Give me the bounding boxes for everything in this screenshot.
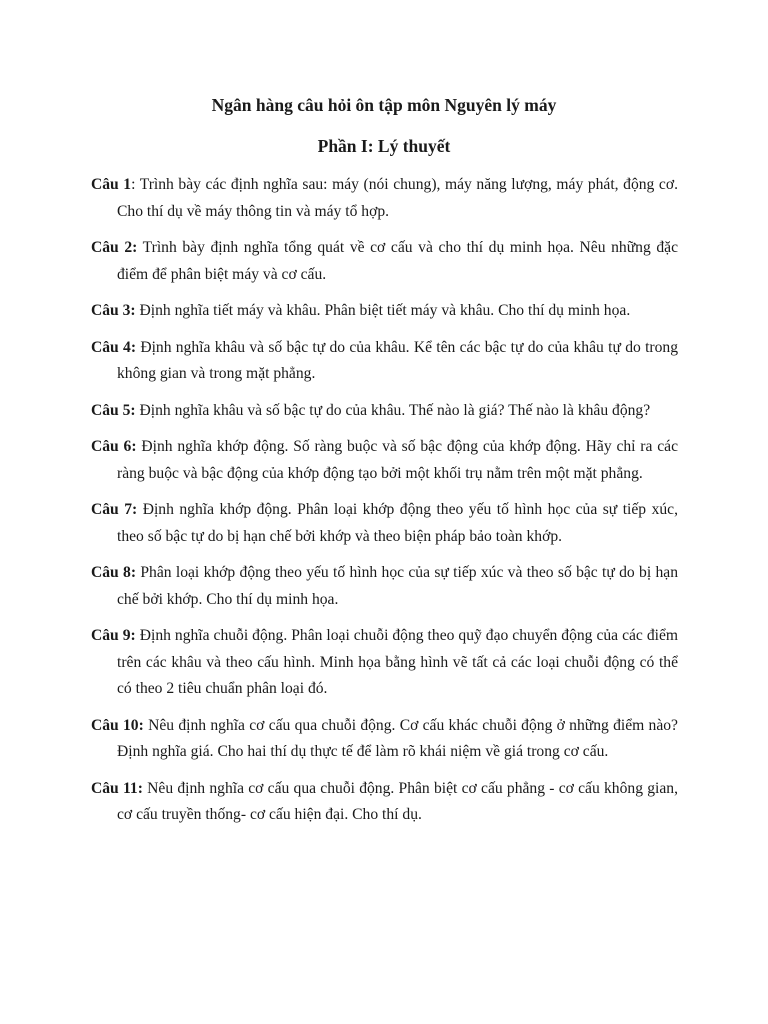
- question-text: Định nghĩa khớp động. Phân loại khớp động theo yếu tố hình học của sự tiếp xúc, theo số bậc tự do bị hạn chế bởi khớp và theo biện pháp bảo toàn khớp.: [117, 501, 678, 545]
- question-separator: :: [131, 176, 140, 193]
- question-label: Câu 5:: [91, 401, 136, 419]
- question-item: [91, 713, 678, 766]
- question-text: Định nghĩa khớp động. Số ràng buộc và số bậc động của khớp động. Hãy chỉ ra các ràng buộc và bậc động của khớp động tạo bởi một khối trụ nằm trên một mặt phẳng.: [117, 438, 679, 482]
- question-text: Định nghĩa khâu và số bậc tự do của khâu. Kể tên các bậc tự do của khâu tự do trong không gian và trong mặt phẳng.: [117, 338, 678, 382]
- question-text: Định nghĩa khâu và số bậc tự do của khâu. Thế nào là giá? Thế nào là khâu động?: [139, 401, 651, 419]
- question-text: Nêu định nghĩa cơ cấu qua chuỗi động. Phân biệt cơ cấu phẳng - cơ cấu không gian, cơ cấu truyền thống- cơ cấu hiện đại. Cho thí dụ.: [117, 779, 678, 823]
- question-label: Câu 3:: [91, 302, 136, 319]
- question-item: [91, 776, 678, 829]
- question-label: Câu 6:: [91, 438, 137, 455]
- question-text: Định nghĩa chuỗi động. Phân loại chuỗi động theo quỹ đạo chuyển động của các điểm trên các khâu và theo cấu hình. Minh họa bằng hình vẽ tất cả các loại chuỗi động có thể có theo 2 tiêu chuẩn phân loại đó.: [117, 627, 679, 697]
- question-item: [91, 623, 678, 703]
- question-label: Câu 9:: [91, 627, 136, 644]
- question-label: Câu 11:: [91, 779, 143, 797]
- document-title: Ngân hàng câu hỏi ôn tập môn Nguyên lý máy: [211, 95, 557, 115]
- question-list: [91, 172, 678, 839]
- question-label: Câu 1: [91, 176, 132, 193]
- question-item: [91, 434, 678, 487]
- section-title: Phần I: Lý thuyết: [317, 136, 451, 156]
- question-item: [91, 172, 678, 225]
- question-text: Định nghĩa tiết máy và khâu. Phân biệt tiết máy và khâu. Cho thí dụ minh họa.: [139, 302, 631, 319]
- question-text: Trình bày định nghĩa tổng quát về cơ cấu và cho thí dụ minh họa. Nêu những đặc điểm để phân biệt máy và cơ cấu.: [117, 239, 678, 283]
- question-label: Câu 8:: [91, 564, 137, 581]
- question-text: Nêu định nghĩa cơ cấu qua chuỗi động. Cơ cấu khác chuỗi động ở những điểm nào? Định nghĩa giá. Cho hai thí dụ thực tế để làm rõ khái niệm về giá trong cơ cấu.: [117, 716, 678, 760]
- question-label: Câu 7:: [91, 501, 138, 518]
- question-item: [91, 560, 678, 613]
- question-item: [91, 235, 678, 288]
- question-item: [91, 335, 678, 388]
- question-item: [91, 497, 678, 550]
- question-item: [91, 298, 678, 325]
- question-text: Phân loại khớp động theo yếu tố hình học của sự tiếp xúc và theo số bậc tự do bị hạn chế bởi khớp. Cho thí dụ minh họa.: [117, 564, 678, 608]
- question-item: [91, 398, 678, 425]
- question-text: Trình bày các định nghĩa sau: máy (nói chung), máy năng lượng, máy phát, động cơ. Cho thí dụ về máy thông tin và máy tổ hợp.: [117, 176, 678, 220]
- question-label: Câu 4:: [91, 338, 137, 356]
- question-label: Câu 2:: [91, 239, 138, 256]
- question-label: Câu 10:: [91, 716, 144, 734]
